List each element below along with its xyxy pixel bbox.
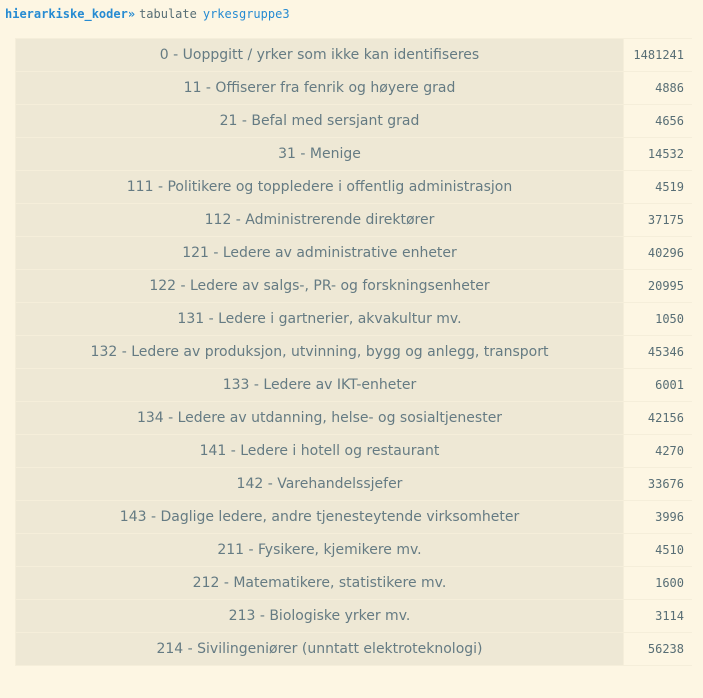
row-label: 122 - Ledere av salgs-, PR- og forskningsenheter [16, 270, 624, 303]
row-count: 42156 [624, 402, 693, 435]
row-label: 0 - Uoppgitt / yrker som ikke kan identifiseres [16, 39, 624, 72]
row-count: 3114 [624, 600, 693, 633]
table-row [16, 72, 693, 105]
row-count: 4519 [624, 171, 693, 204]
row-label: 31 - Menige [16, 138, 624, 171]
row-label: 121 - Ledere av administrative enheter [16, 237, 624, 270]
row-label: 143 - Daglige ledere, andre tjenesteytende virksomheter [16, 501, 624, 534]
row-count: 4270 [624, 435, 693, 468]
row-label: 11 - Offiserer fra fenrik og høyere grad [16, 72, 624, 105]
tabulate-table [15, 38, 692, 666]
row-label: 213 - Biologiske yrker mv. [16, 600, 624, 633]
row-label: 214 - Sivilingeniører (unntatt elektroteknologi) [16, 633, 624, 666]
table-row [16, 534, 693, 567]
row-count: 4656 [624, 105, 693, 138]
table-row [16, 138, 693, 171]
row-label: 134 - Ledere av utdanning, helse- og sosialtjenester [16, 402, 624, 435]
row-count: 56238 [624, 633, 693, 666]
row-count: 4886 [624, 72, 693, 105]
table-row [16, 369, 693, 402]
row-label: 133 - Ledere av IKT-enheter [16, 369, 624, 402]
breadcrumb [5, 4, 290, 24]
row-count: 14532 [624, 138, 693, 171]
table-row [16, 237, 693, 270]
row-label: 132 - Ledere av produksjon, utvinning, bygg og anlegg, transport [16, 336, 624, 369]
tabulate-table-body [16, 39, 693, 666]
table-row [16, 567, 693, 600]
row-count: 33676 [624, 468, 693, 501]
table-row [16, 468, 693, 501]
row-label: 141 - Ledere i hotell og restaurant [16, 435, 624, 468]
row-count: 37175 [624, 204, 693, 237]
row-count: 6001 [624, 369, 693, 402]
table-row [16, 204, 693, 237]
breadcrumb-separator: » [127, 7, 136, 21]
row-count: 20995 [624, 270, 693, 303]
row-label: 131 - Ledere i gartnerier, akvakultur mv. [16, 303, 624, 336]
table-row [16, 171, 693, 204]
row-count: 1481241 [624, 39, 693, 72]
row-count: 45346 [624, 336, 693, 369]
tabulate-table-container [15, 38, 692, 698]
table-row [16, 336, 693, 369]
row-label: 111 - Politikere og toppledere i offentlig administrasjon [16, 171, 624, 204]
breadcrumb-command: tabulate [139, 7, 197, 21]
table-row [16, 501, 693, 534]
table-row [16, 105, 693, 138]
breadcrumb-link-hierarkiske-koder[interactable]: hierarkiske_koder [5, 7, 128, 21]
row-count: 4510 [624, 534, 693, 567]
table-row [16, 39, 693, 72]
row-label: 211 - Fysikere, kjemikere mv. [16, 534, 624, 567]
row-label: 112 - Administrerende direktører [16, 204, 624, 237]
row-count: 1600 [624, 567, 693, 600]
table-row [16, 633, 693, 666]
row-count: 1050 [624, 303, 693, 336]
row-count: 40296 [624, 237, 693, 270]
row-label: 142 - Varehandelssjefer [16, 468, 624, 501]
row-count: 3996 [624, 501, 693, 534]
table-row [16, 402, 693, 435]
row-label: 21 - Befal med sersjant grad [16, 105, 624, 138]
table-row [16, 435, 693, 468]
breadcrumb-argument: yrkesgruppe3 [202, 7, 290, 21]
row-label: 212 - Matematikere, statistikere mv. [16, 567, 624, 600]
table-row [16, 303, 693, 336]
table-row [16, 270, 693, 303]
table-row [16, 600, 693, 633]
